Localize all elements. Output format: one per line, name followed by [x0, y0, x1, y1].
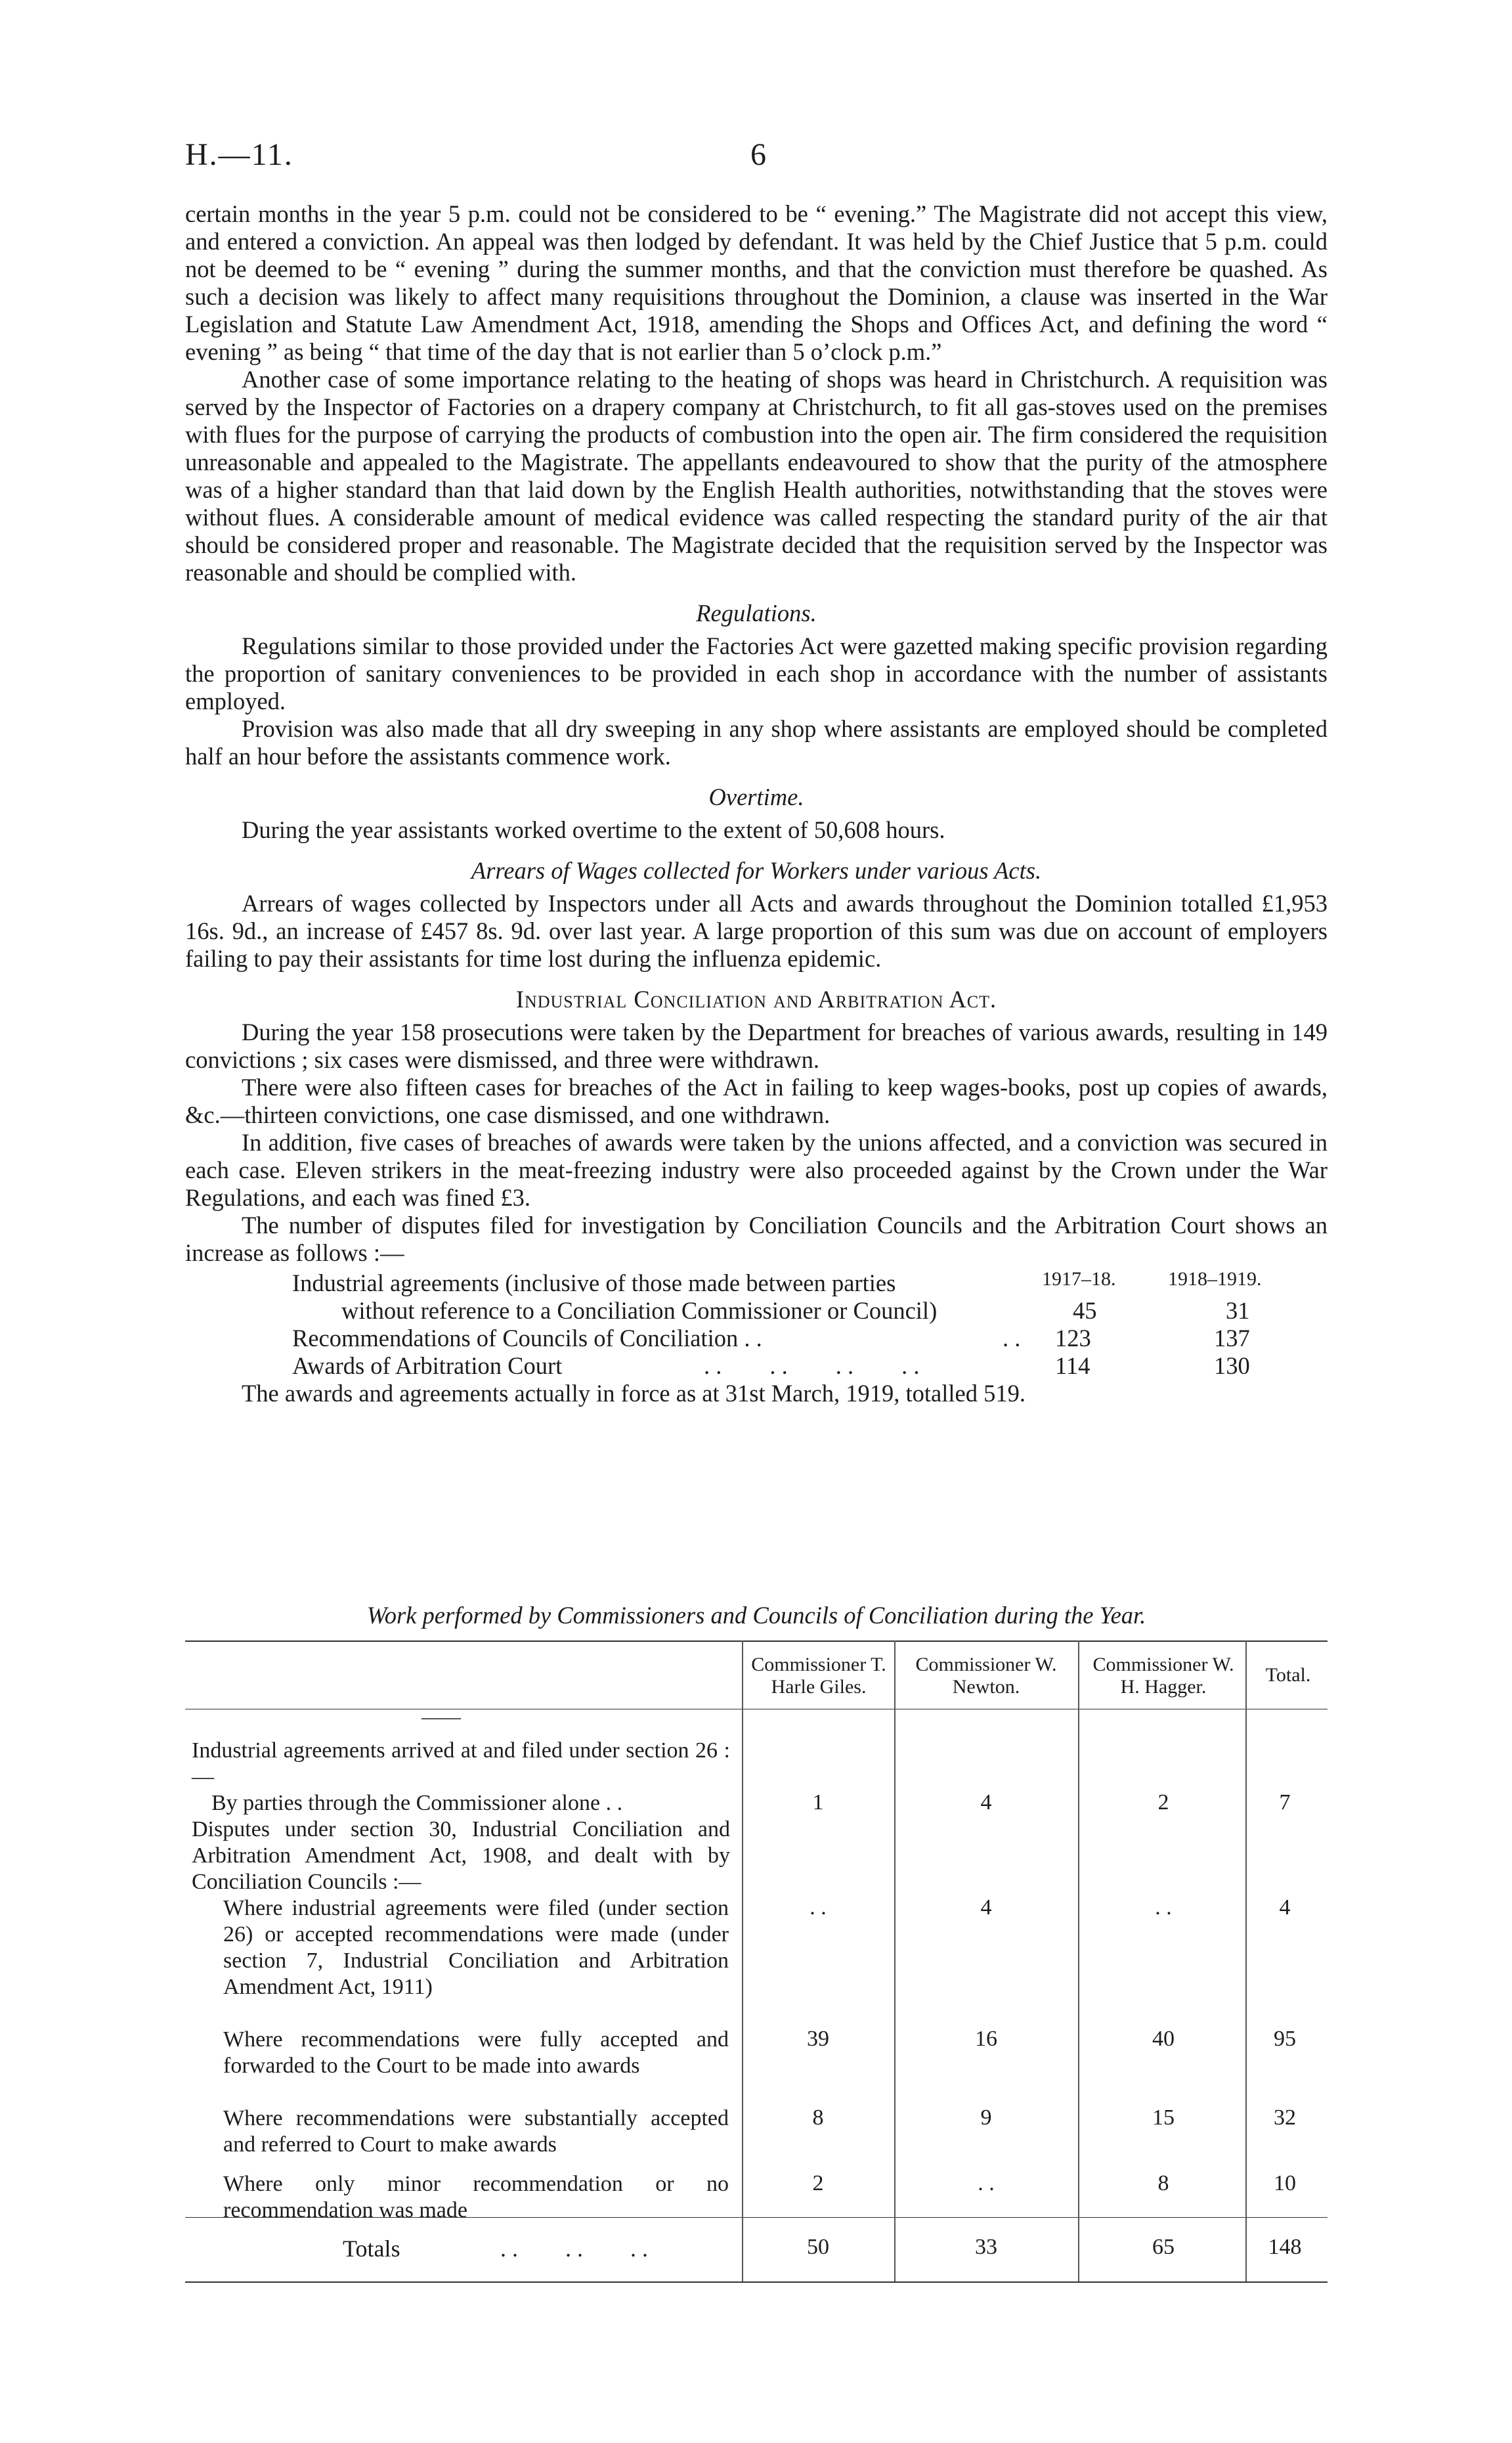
- column-divider: [1078, 1640, 1079, 2281]
- leader-dots: . . . . . . . .: [704, 1352, 920, 1379]
- paragraph-ica-3: In addition, five cases of breaches of awards were taken by the unions affected, and a conviction was secured in each case. Eleven strikers in the meat-freezing industry were also proceeded against by the Crown under the War Regulations, and each was fined £3.: [185, 1129, 1328, 1211]
- disputes-row-1b: [185, 1297, 1328, 1325]
- disputes-value: 137: [1214, 1325, 1250, 1352]
- paragraph-ica-4: The number of disputes filed for investigation by Conciliation Councils and the Arbitration Court shows an increase as follows :—: [185, 1212, 1328, 1266]
- leader-dots: . .: [1003, 1325, 1021, 1352]
- paragraph-ica-1: During the year 158 prosecutions were taken by the Department for breaches of various awards, resulting in 149 convictions ; six cases were dismissed, and three were withdrawn.: [185, 1019, 1328, 1073]
- cell-total-substantially-accepted: 32: [1274, 2105, 1296, 2130]
- cell-total-agreements-filed: 4: [1279, 1895, 1291, 1920]
- disputes-label: Awards of Arbitration Court: [292, 1352, 563, 1379]
- column-header-hagger: Commissioner W. H. Hagger.: [1092, 1654, 1234, 1698]
- leader-dots: . . . . . .: [500, 2235, 648, 2262]
- disputes-label: without reference to a Conciliation Commissioner or Council): [341, 1297, 938, 1324]
- cell-hagger-agreements-filed: . .: [1155, 1895, 1172, 1920]
- disputes-row-3: [185, 1352, 1328, 1380]
- paragraph-awards-total: The awards and agreements actually in force as at 31st March, 1919, totalled 519.: [242, 1380, 1026, 1407]
- cell-total-minor: 10: [1274, 2171, 1296, 2195]
- cell-newton-fully-accepted: 16: [975, 2027, 997, 2051]
- header-blank-dash: ——: [421, 1706, 461, 1728]
- table-rule-top: [185, 1640, 1328, 1642]
- row-label-fully-accepted: Where recommendations were fully accepted and forwarded to the Court to be made into awards: [223, 2027, 729, 2078]
- disputes-label: Recommendations of Councils of Conciliation . .: [292, 1325, 762, 1352]
- cell-total-fully-accepted: 95: [1274, 2027, 1296, 2051]
- cell-newton-by-parties: 4: [980, 1790, 992, 1815]
- paragraph-overtime: During the year assistants worked overtime to the extent of 50,608 hours.: [242, 816, 945, 843]
- column-header-1919: 1918–1919.: [1168, 1268, 1262, 1290]
- cell-newton-minor: . .: [978, 2171, 995, 2195]
- row-label-disputes: Disputes under section 30, Industrial Conciliation and Arbitration Amendment Act, 1908, and dealt with by Conciliation Councils :—: [192, 1817, 730, 1894]
- disputes-value: 130: [1214, 1352, 1250, 1379]
- table-title: Work performed by Commissioners and Councils of Conciliation during the Year.: [366, 1602, 1146, 1629]
- body-text: [185, 200, 1328, 1407]
- row-label-agreements-filed: Where industrial agreements were filed (under section 26) or accepted recommendations were made (under section 7, Industrial Conciliation and Arbitration Amendment Act, 1911): [223, 1896, 729, 1999]
- cell-hagger-by-parties: 2: [1157, 1790, 1169, 1815]
- disputes-value: 114: [1055, 1352, 1091, 1379]
- disputes-comparison: [185, 1269, 1328, 1407]
- paragraph-regulations-1: Regulations similar to those provided under the Factories Act were gazetted making specific provision regarding the proportion of sanitary conveniences to be provided in each shop in accordance with the number of assistants employed.: [185, 632, 1328, 715]
- cell-hagger-substantially-accepted: 15: [1152, 2105, 1175, 2130]
- cell-giles-fully-accepted: 39: [807, 2027, 829, 2051]
- paragraph-regulations-2: Provision was also made that all dry sweeping in any shop where assistants are employed should be completed half an hour before the assistants commence work.: [185, 715, 1328, 770]
- work-performed-table: [185, 1640, 1328, 2291]
- row-label-by-parties: By parties through the Commissioner alone . .: [211, 1791, 623, 1815]
- paragraph-arrears: Arrears of wages collected by Inspectors under all Acts and awards throughout the Dominion totalled £1,953 16s. 9d., an increase of £457 8s. 9d. over last year. A large proportion of this sum was due on account of employers failing to pay their assistants for time lost during the influenza epidemic.: [185, 890, 1328, 972]
- column-header-total: Total.: [1265, 1664, 1311, 1686]
- cell-hagger-minor: 8: [1157, 2171, 1169, 2195]
- cell-giles-total: 50: [807, 2235, 829, 2259]
- cell-total-by-parties: 7: [1279, 1790, 1291, 1815]
- paragraph-evening-case: certain months in the year 5 p.m. could not be considered to be “ evening.” The Magistrate did not accept this view, and entered a conviction. An appeal was then lodged by defendant. It was held by the Chief Justice that 5 p.m. could not be deemed to be “ evening ” during the summer months, and that the conviction must therefore be quashed. As such a decision was likely to affect many requisitions throughout the Dominion, a clause was inserted in the War Legislation and Statute Law Amendment Act, 1918, amending the Shops and Offices Act, and defining the word “ evening ” as being “ that time of the day that is not earlier than 5 o’clock p.m.”: [185, 200, 1328, 365]
- cell-giles-agreements-filed: . .: [810, 1895, 827, 1920]
- cell-newton-agreements-filed: 4: [980, 1895, 992, 1920]
- cell-newton-substantially-accepted: 9: [980, 2105, 992, 2130]
- cell-giles-substantially-accepted: 8: [812, 2105, 824, 2130]
- disputes-value: 123: [1055, 1325, 1091, 1352]
- totals-label: Totals: [343, 2235, 400, 2262]
- heading-overtime: Overtime.: [708, 783, 804, 810]
- column-header-newton: Commissioner W. Newton.: [915, 1654, 1057, 1698]
- disputes-row-1a: [185, 1269, 1328, 1297]
- table-rule-bottom: [185, 2281, 1328, 2283]
- paragraph-ica-2: There were also fifteen cases for breaches of the Act in failing to keep wages-books, post up copies of awards, &c.—thirteen convictions, one case dismissed, and one withdrawn.: [185, 1074, 1328, 1128]
- series-code: H.—11.: [185, 137, 293, 172]
- heading-arrears: Arrears of Wages collected for Workers under various Acts.: [471, 857, 1042, 884]
- disputes-value: 31: [1226, 1297, 1250, 1324]
- page-number: 6: [750, 137, 766, 172]
- cell-giles-minor: 2: [812, 2171, 824, 2195]
- cell-newton-total: 33: [975, 2235, 997, 2259]
- disputes-value: 45: [1073, 1297, 1097, 1324]
- heading-ica: Industrial Conciliation and Arbitration Act.: [515, 986, 997, 1013]
- column-header-giles: Commissioner T. Harle Giles.: [751, 1654, 886, 1698]
- disputes-label: Industrial agreements (inclusive of those made between parties: [292, 1269, 896, 1296]
- row-label-substantially-accepted: Where recommendations were substantially accepted and referred to Court to make awards: [223, 2106, 729, 2157]
- cell-grand-total: 148: [1268, 2235, 1302, 2259]
- row-label-industrial-agreements: Industrial agreements arrived at and filed under section 26 :—: [192, 1738, 730, 1789]
- cell-hagger-fully-accepted: 40: [1152, 2027, 1175, 2051]
- cell-giles-by-parties: 1: [812, 1790, 824, 1815]
- row-label-minor-recommendation: Where only minor recommendation or no recommendation was made: [223, 2172, 729, 2222]
- disputes-row-2: [185, 1325, 1328, 1352]
- cell-hagger-total: 65: [1152, 2235, 1175, 2259]
- column-header-1917: 1917–18.: [1042, 1268, 1116, 1290]
- paragraph-heating-case: Another case of some importance relating to the heating of shops was heard in Christchurch. A requisition was served by the Inspector of Factories on a drapery company at Christchurch, to fit all gas-stoves used on the premises with flues for the purpose of carrying the products of combustion into the open air. The firm considered the requisition unreasonable and appealed to the Magistrate. The appellants endeavoured to show that the purity of the atmosphere was of a higher standard than that laid down by the English Health authorities, notwithstanding that the stoves were without flues. A considerable amount of medical evidence was called respecting the standard purity of the air that should be considered proper and reasonable. The Magistrate decided that the requisition served by the Inspector was reasonable and should be complied with.: [185, 366, 1328, 586]
- heading-regulations: Regulations.: [696, 600, 817, 627]
